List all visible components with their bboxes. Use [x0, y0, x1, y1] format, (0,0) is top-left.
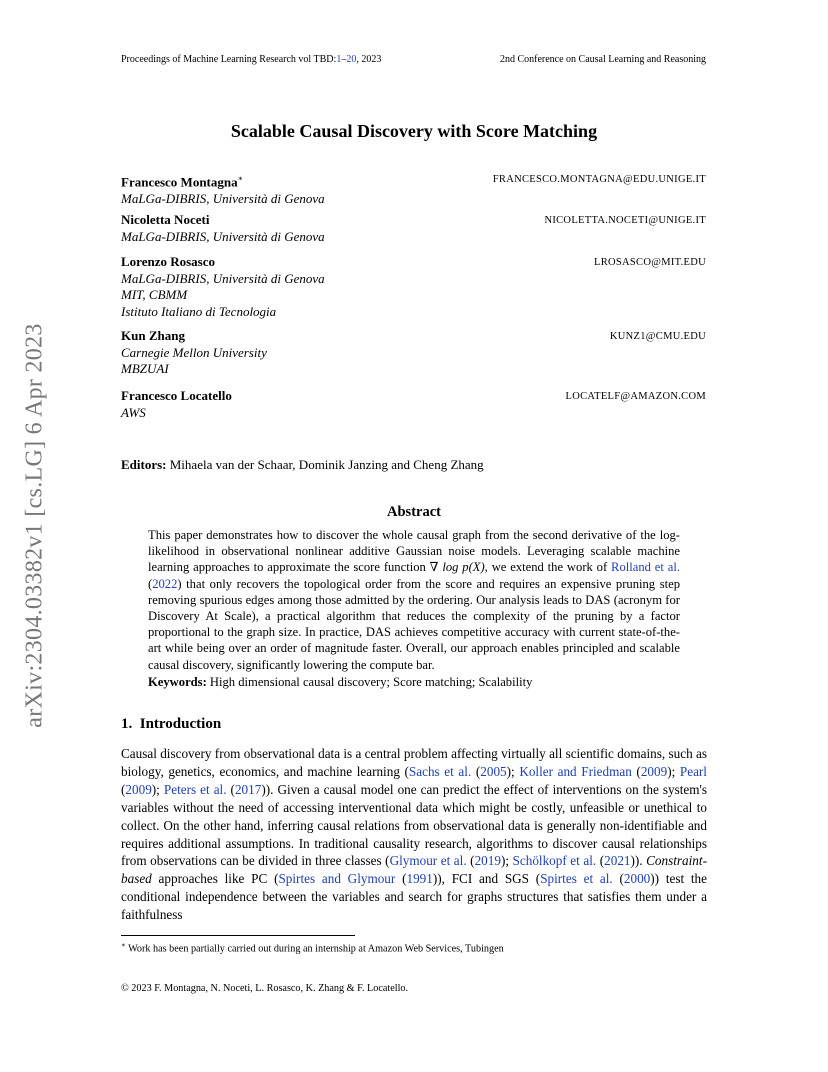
citation-year-link[interactable]: 2022: [152, 576, 178, 591]
author-email: NICOLETTA.NOCETI@UNIGE.IT: [544, 215, 706, 226]
author-name: Nicoletta Noceti: [121, 212, 210, 227]
citation-year-link[interactable]: 2021: [604, 853, 631, 869]
citation-link[interactable]: Glymour et al.: [389, 853, 467, 869]
abstract-text: This paper demonstrates how to discover the whole causal graph from the second derivative of the log-likelihood in observational nonlinear additive Gaussian noise models. Leveraging scalable machine learning approaches to approximate the score function ∇ log p(X), we extend the work of Rolland et al. (2022) that only recovers the topological order from the score and requires an expensive pruning step removing spurious edges among those admitted by the ordering. Our analysis leads to DAS (acronym for Discovery At Scale), a practical algorithm that reduces the complexity of the pruning by a factor proportional to the graph size. In practice, DAS achieves competitive accuracy with current state-of-the-art while being over an order of magnitude faster. Overall, our approach enables principled and scalable causal discovery, significantly lowering the compute bar.: [148, 528, 680, 672]
page-start-link[interactable]: 1: [336, 54, 342, 65]
citation-link[interactable]: Sachs et al.: [408, 763, 472, 779]
author-affiliation: MaLGa-DIBRIS, Università di Genova: [121, 190, 325, 206]
author-affiliation: MIT, CBMM: [121, 287, 188, 302]
author-affiliation: Carnegie Mellon University: [121, 344, 267, 360]
keywords-line: Keywords: High dimensional causal discovery; Score matching; Scalability: [148, 675, 533, 689]
author-block: [121, 212, 706, 245]
author-name: Francesco Locatello: [121, 388, 232, 403]
header-left: Proceedings of Machine Learning Research vol TBD:1–20, 2023: [121, 54, 382, 65]
score-function-math: ∇ log p(X): [429, 560, 485, 575]
author-email: LROSASCO@MIT.EDU: [594, 257, 706, 268]
author-affiliation: AWS: [121, 404, 146, 420]
author-affiliation: MaLGa-DIBRIS, Università di Genova: [121, 270, 325, 286]
author-affiliation: MBZUAI: [121, 361, 169, 376]
copyright-line: © 2023 F. Montagna, N. Noceti, L. Rosasco, K. Zhang & F. Locatello.: [121, 983, 409, 994]
paper-title: Scalable Causal Discovery with Score Matching: [230, 121, 598, 141]
author-block: [121, 328, 706, 378]
header-right: 2nd Conference on Causal Learning and Reasoning: [499, 54, 706, 65]
citation-link[interactable]: Pearl: [679, 763, 707, 779]
author-name: Francesco Montagna∗: [121, 174, 244, 190]
author-block: [121, 388, 706, 421]
section-heading: 1. Introduction: [121, 716, 222, 732]
editors-line: Editors: Mihaela van der Schaar, Dominik Janzing and Cheng Zhang: [121, 457, 484, 472]
citation-year-link[interactable]: 2000: [623, 871, 651, 887]
citation-link[interactable]: Koller and Friedman: [519, 763, 632, 779]
citation-year-link[interactable]: 1991: [406, 871, 433, 887]
author-affiliation: Istituto Italiano di Tecnologia: [121, 303, 277, 319]
author-footnote-mark: ∗: [237, 174, 244, 183]
author-name: Kun Zhang: [121, 328, 185, 343]
author-email: LOCATELF@AMAZON.COM: [565, 391, 706, 402]
footnote-divider: [121, 935, 355, 936]
citation-year-link[interactable]: 2009: [125, 781, 152, 797]
citation-link[interactable]: Spirtes and Glymour: [278, 871, 396, 887]
abstract-heading: Abstract: [387, 504, 441, 520]
running-header: [121, 54, 706, 65]
page-end-link[interactable]: 20: [346, 54, 357, 65]
citation-year-link[interactable]: 2017: [234, 781, 262, 797]
author-block: [121, 254, 706, 320]
author-email: KUNZ1@CMU.EDU: [609, 331, 706, 342]
citation-link[interactable]: Schölkopf et al.: [512, 853, 597, 869]
author-affiliation: MaLGa-DIBRIS, Università di Genova: [121, 228, 325, 244]
citation-year-link[interactable]: 2009: [640, 763, 668, 779]
citation-link[interactable]: Peters et al.: [163, 781, 227, 797]
author-email: FRANCESCO.MONTAGNA@EDU.UNIGE.IT: [492, 174, 706, 185]
citation-link[interactable]: Spirtes et al.: [540, 871, 613, 887]
footnote: ∗ Work has been partially carried out during an internship at Amazon Web Services, Tubingen: [121, 941, 504, 955]
intro-paragraph: Causal discovery from observational data is a central problem affecting virtually all scientific domains, such as biology, genetics, economics, and machine learning (Sachs et al. (2005); Koller and Friedman (2009); Pearl (2009); Peters et al. (2017)). Given a causal model one can predict the effect of interventions on the system's variables without the need of accessing interventional data which might be costly, unfeasible or unethical to collect. On the other hand, inferring causal relations from observational data is generally non-identifiable and requires additional assumptions. In traditional causality research, algorithms to discover causal relationships from observations can be divided in three classes (Glymour et al. (2019); Schölkopf et al. (2021)). Constraint-based approaches like PC (Spirtes and Glymour (1991)), FCI and SGS (Spirtes et al. (2000)) test the conditional independence between the variables and search for graphs structures that satisfies them under a faithfulness: [121, 746, 708, 923]
author-name: Lorenzo Rosasco: [121, 254, 216, 269]
arxiv-stamp: arXiv:2304.03382v1 [cs.LG] 6 Apr 2023: [21, 323, 48, 728]
citation-year-link[interactable]: 2005: [480, 763, 507, 779]
author-block: [121, 171, 706, 207]
citation-link[interactable]: Rolland et al.: [611, 560, 680, 575]
citation-year-link[interactable]: 2019: [474, 853, 501, 869]
